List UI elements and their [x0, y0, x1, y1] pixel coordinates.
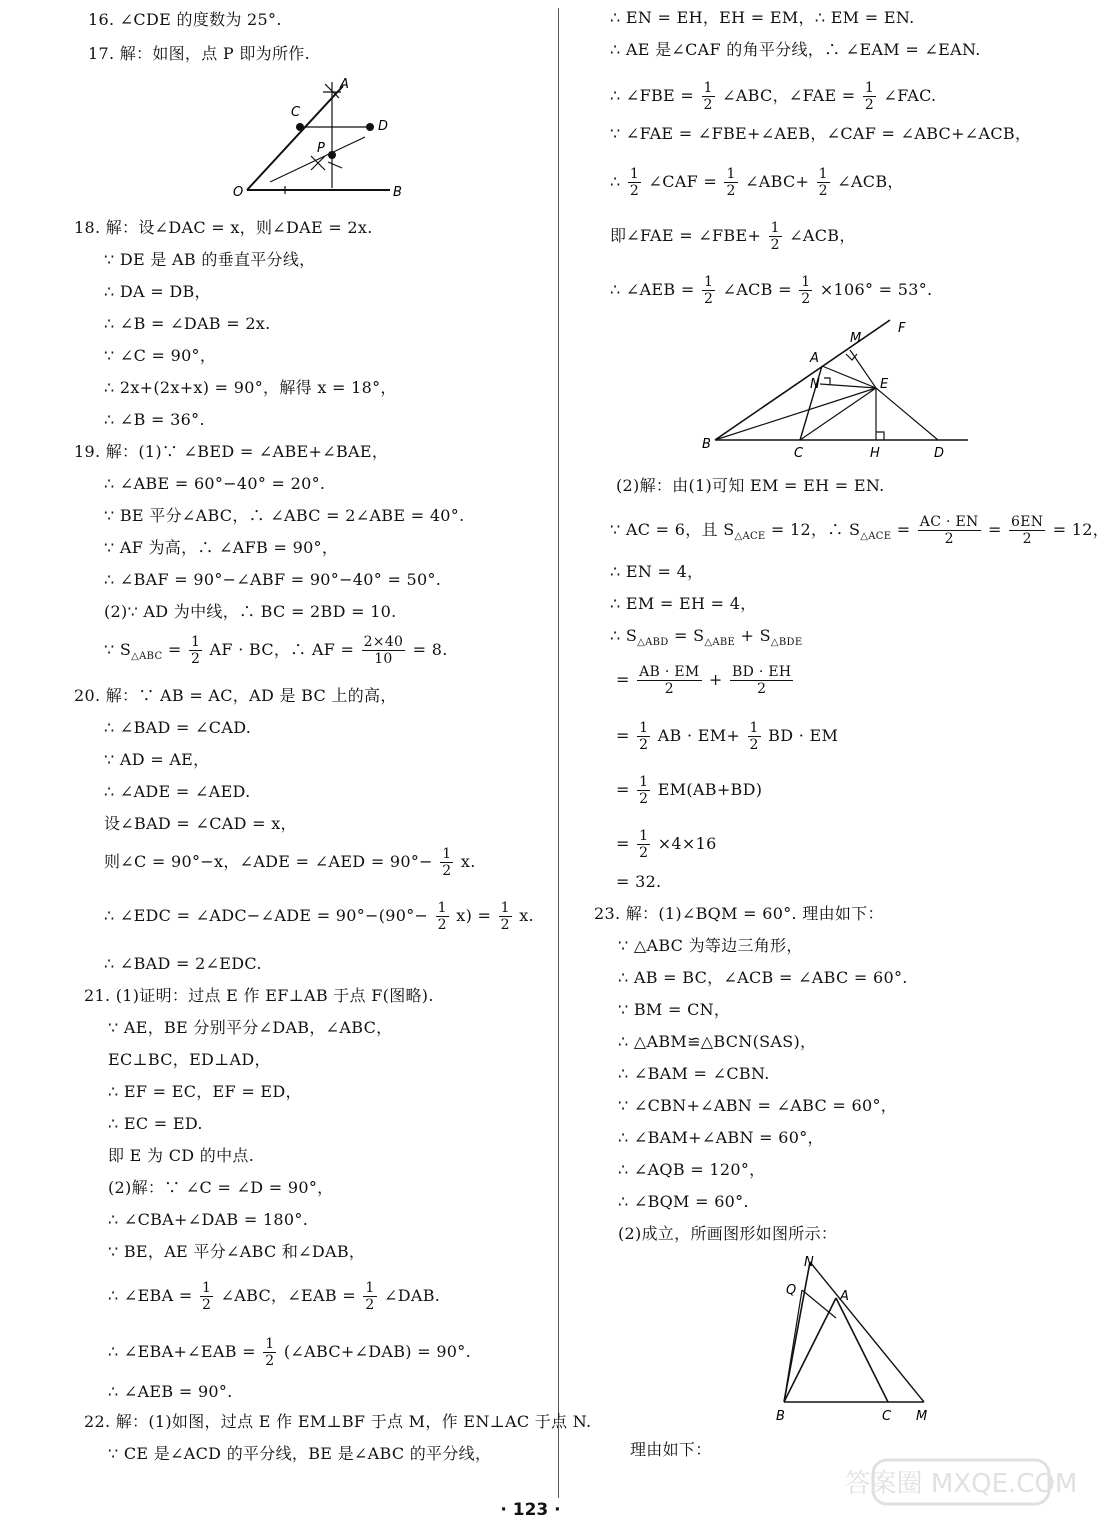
fig22-label-D: D — [934, 446, 945, 461]
q20-line: 20. 解：∵ AB = AC，AD 是 BC 上的高， — [74, 686, 397, 705]
q19-line: ∵ AF 为高，∴ ∠AFB = 90°， — [104, 538, 339, 557]
r-line-frac: = $\frac{1}{2}$ ×4×16 — [616, 828, 717, 861]
q17-line: 17. 解：如图，点 P 即为所作. — [88, 44, 310, 63]
q18-line: ∴ ∠B = 36°. — [104, 410, 205, 429]
fig22-label-C: C — [794, 446, 804, 461]
fig17-label-C: C — [291, 105, 301, 120]
q20-line: 设∠BAD = ∠CAD = x， — [104, 814, 297, 833]
q22-line: 22. 解：(1)如图，过点 E 作 EM⊥BF 于点 M，作 EN⊥AC 于点 N. — [84, 1412, 592, 1431]
q20-line-frac: ∴ ∠EDC = ∠ADC−∠ADE = 90°−(90°− $\frac{1}{2}$ x) = $\frac{1}{2}$ x. — [104, 900, 534, 933]
q21-line: (2)解：∵ ∠C = ∠D = 90°， — [108, 1178, 334, 1197]
fig23-label-M: M — [916, 1409, 928, 1424]
q23-line: (2)成立，所画图形如图所示： — [618, 1224, 838, 1243]
fig17-label-D: D — [378, 119, 389, 134]
q23-line: ∴ △ABM≌△BCN(SAS)， — [618, 1032, 817, 1051]
q19-line: ∵ BE 平分∠ABC，∴ ∠ABC = 2∠ABE = 40°. — [104, 506, 465, 525]
r-line: ∵ ∠FAE = ∠FBE+∠AEB，∠CAF = ∠ABC+∠ACB， — [610, 124, 1032, 143]
q20-line-frac: 则∠C = 90°−x，∠ADE = ∠AED = 90°− $\frac{1}{2}$ x. — [104, 846, 476, 879]
q18-line: ∵ DE 是 AB 的垂直平分线， — [104, 250, 316, 269]
q23-line: ∵ ∠CBN+∠ABN = ∠ABC = 60°， — [618, 1096, 898, 1115]
q19-area-line: ∵ $S_{\triangle ABC}$ = $\frac{1}{2}$ AF · BC，∴ AF = $\frac{2\times 40}{10}$ = 8. — [104, 634, 448, 667]
column-divider — [558, 8, 559, 1498]
q18-line: ∵ ∠C = 90°， — [104, 346, 217, 365]
r-line-frac: ∴ $\frac{1}{2}$ ∠CAF = $\frac{1}{2}$ ∠ABC+ $\frac{1}{2}$ ∠ACB， — [610, 166, 904, 199]
fig23-label-A: A — [840, 1289, 849, 1304]
r-line: (2)解：由(1)可知 EM = EH = EN. — [616, 476, 885, 495]
q20-line: ∵ AD = AE， — [104, 750, 210, 769]
r-line-area: ∴ $S_{\triangle ABD} = S_{\triangle ABE} + S_{\triangle BDE}$ — [610, 626, 803, 649]
q21-line-frac: ∴ ∠EBA+∠EAB = $\frac{1}{2}$ (∠ABC+∠DAB) = 90°. — [108, 1336, 471, 1369]
q23-end-line: 理由如下： — [630, 1440, 712, 1459]
r-line-frac: = $\frac{1}{2}$ AB · EM+ $\frac{1}{2}$ BD · EM — [616, 720, 839, 753]
r-line: ∴ EN = EH，EH = EM，∴ EM = EN. — [610, 8, 915, 27]
q23-line: 23. 解：(1)∠BQM = 60°. 理由如下： — [594, 904, 884, 923]
q21-line-frac: ∴ ∠EBA = $\frac{1}{2}$ ∠ABC，∠EAB = $\frac{1}{2}$ ∠DAB. — [108, 1280, 441, 1313]
figure-23 — [770, 1254, 950, 1424]
q18-line: ∴ DA = DB， — [104, 282, 211, 301]
fig17-label-O: O — [233, 185, 244, 200]
r-line-frac: ∴ ∠AEB = $\frac{1}{2}$ ∠ACB = $\frac{1}{2}$ ×106° = 53°. — [610, 274, 933, 307]
q21-line: ∴ EF = EC，EF = ED， — [108, 1082, 302, 1101]
q23-line: ∵ △ABC 为等边三角形， — [618, 936, 803, 955]
fig17-label-P: P — [317, 141, 325, 156]
q19-line: ∴ ∠ABE = 60°−40° = 20°. — [104, 474, 326, 493]
r-line: ∴ EN = 4， — [610, 562, 704, 581]
q18-line: ∴ ∠B = ∠DAB = 2x. — [104, 314, 271, 333]
fig23-label-C: C — [882, 1409, 892, 1424]
r-line-frac: ∴ ∠FBE = $\frac{1}{2}$ ∠ABC，∠FAE = $\frac{1}{2}$ ∠FAC. — [610, 80, 937, 113]
q19-line: ∴ ∠BAF = 90°−∠ABF = 90°−40° = 50°. — [104, 570, 442, 589]
q21-line: ∴ EC = ED. — [108, 1114, 203, 1133]
q21-line: ∵ BE，AE 平分∠ABC 和∠DAB， — [108, 1242, 366, 1261]
q20-line: ∴ ∠BAD = ∠CAD. — [104, 718, 252, 737]
q18-line: ∴ 2x+(2x+x) = 90°，解得 x = 18°， — [104, 378, 397, 397]
q23-line: ∴ ∠AQB = 120°， — [618, 1160, 766, 1179]
q20-line: ∴ ∠BAD = 2∠EDC. — [104, 954, 262, 973]
q21-line: 21. (1)证明：过点 E 作 EF⊥AB 于点 F(图略). — [84, 986, 434, 1005]
q21-line: ∴ ∠CBA+∠DAB = 180°. — [108, 1210, 309, 1229]
r-line: = 32. — [616, 872, 662, 891]
watermark-text: 答案圈 MXQE.COM — [844, 1469, 1078, 1499]
q20-line: ∴ ∠ADE = ∠AED. — [104, 782, 251, 801]
fig22-label-F: F — [898, 321, 906, 336]
watermark-logo — [844, 1458, 1078, 1530]
q19-line: 19. 解：(1)∵ ∠BED = ∠ABE+∠BAE， — [74, 442, 389, 461]
fig22-label-H: H — [870, 446, 880, 461]
fig17-label-A: A — [340, 77, 349, 92]
q23-line: ∴ ∠BAM+∠ABN = 60°， — [618, 1128, 824, 1147]
q21-line: ∵ AE，BE 分别平分∠DAB，∠ABC， — [108, 1018, 393, 1037]
q23-line: ∴ AB = BC，∠ACB = ∠ABC = 60°. — [618, 968, 908, 987]
fig23-label-B: B — [776, 1409, 785, 1424]
fig23-label-N: N — [804, 1255, 814, 1270]
q21-line: ∴ ∠AEB = 90°. — [108, 1382, 233, 1401]
q23-line: ∴ ∠BQM = 60°. — [618, 1192, 749, 1211]
q21-line: EC⊥BC，ED⊥AD， — [108, 1050, 271, 1069]
r-line: ∴ AE 是∠CAF 的角平分线，∴ ∠EAM = ∠EAN. — [610, 40, 981, 59]
q23-line: ∴ ∠BAM = ∠CBN. — [618, 1064, 770, 1083]
r-line: ∴ EM = EH = 4， — [610, 594, 757, 613]
q21-line: 即 E 为 CD 的中点. — [108, 1146, 255, 1165]
fig22-label-A: A — [810, 351, 819, 366]
r-line-frac: = $\frac{1}{2}$ EM(AB+BD) — [616, 774, 763, 807]
page-number: · 123 · — [500, 1500, 561, 1520]
fig17-label-B: B — [393, 185, 402, 200]
q18-line: 18. 解：设∠DAC = x，则∠DAE = 2x. — [74, 218, 373, 237]
fig22-label-N: N — [810, 377, 820, 392]
q16-line: 16. ∠CDE 的度数为 25°. — [88, 10, 282, 29]
r-line-frac: = $\frac{AB \cdot EM}{2}$ + $\frac{BD \cdot EH}{2}$ — [616, 664, 792, 697]
r-line-frac: 即∠FAE = ∠FBE+ $\frac{1}{2}$ ∠ACB， — [610, 220, 856, 253]
figure-22 — [700, 312, 980, 462]
fig22-label-B: B — [702, 437, 711, 452]
r-line-frac: ∵ AC = 6，且 $S_{\triangle ACE} = 12$，∴ $S_{\triangle ACE}$ = $\frac{AC \cdot EN}{2}$ = $\frac{6EN}{2}$ = 12， — [610, 514, 1109, 547]
q22-line: ∵ CE 是∠ACD 的平分线，BE 是∠ABC 的平分线， — [108, 1444, 492, 1463]
figure-17 — [225, 72, 415, 202]
q19-line: (2)∵ AD 为中线，∴ BC = 2BD = 10. — [104, 602, 397, 621]
q23-line: ∵ BM = CN， — [618, 1000, 731, 1019]
fig23-label-Q: Q — [786, 1283, 797, 1298]
fig22-label-M: M — [850, 331, 862, 346]
fig22-label-E: E — [880, 377, 889, 392]
